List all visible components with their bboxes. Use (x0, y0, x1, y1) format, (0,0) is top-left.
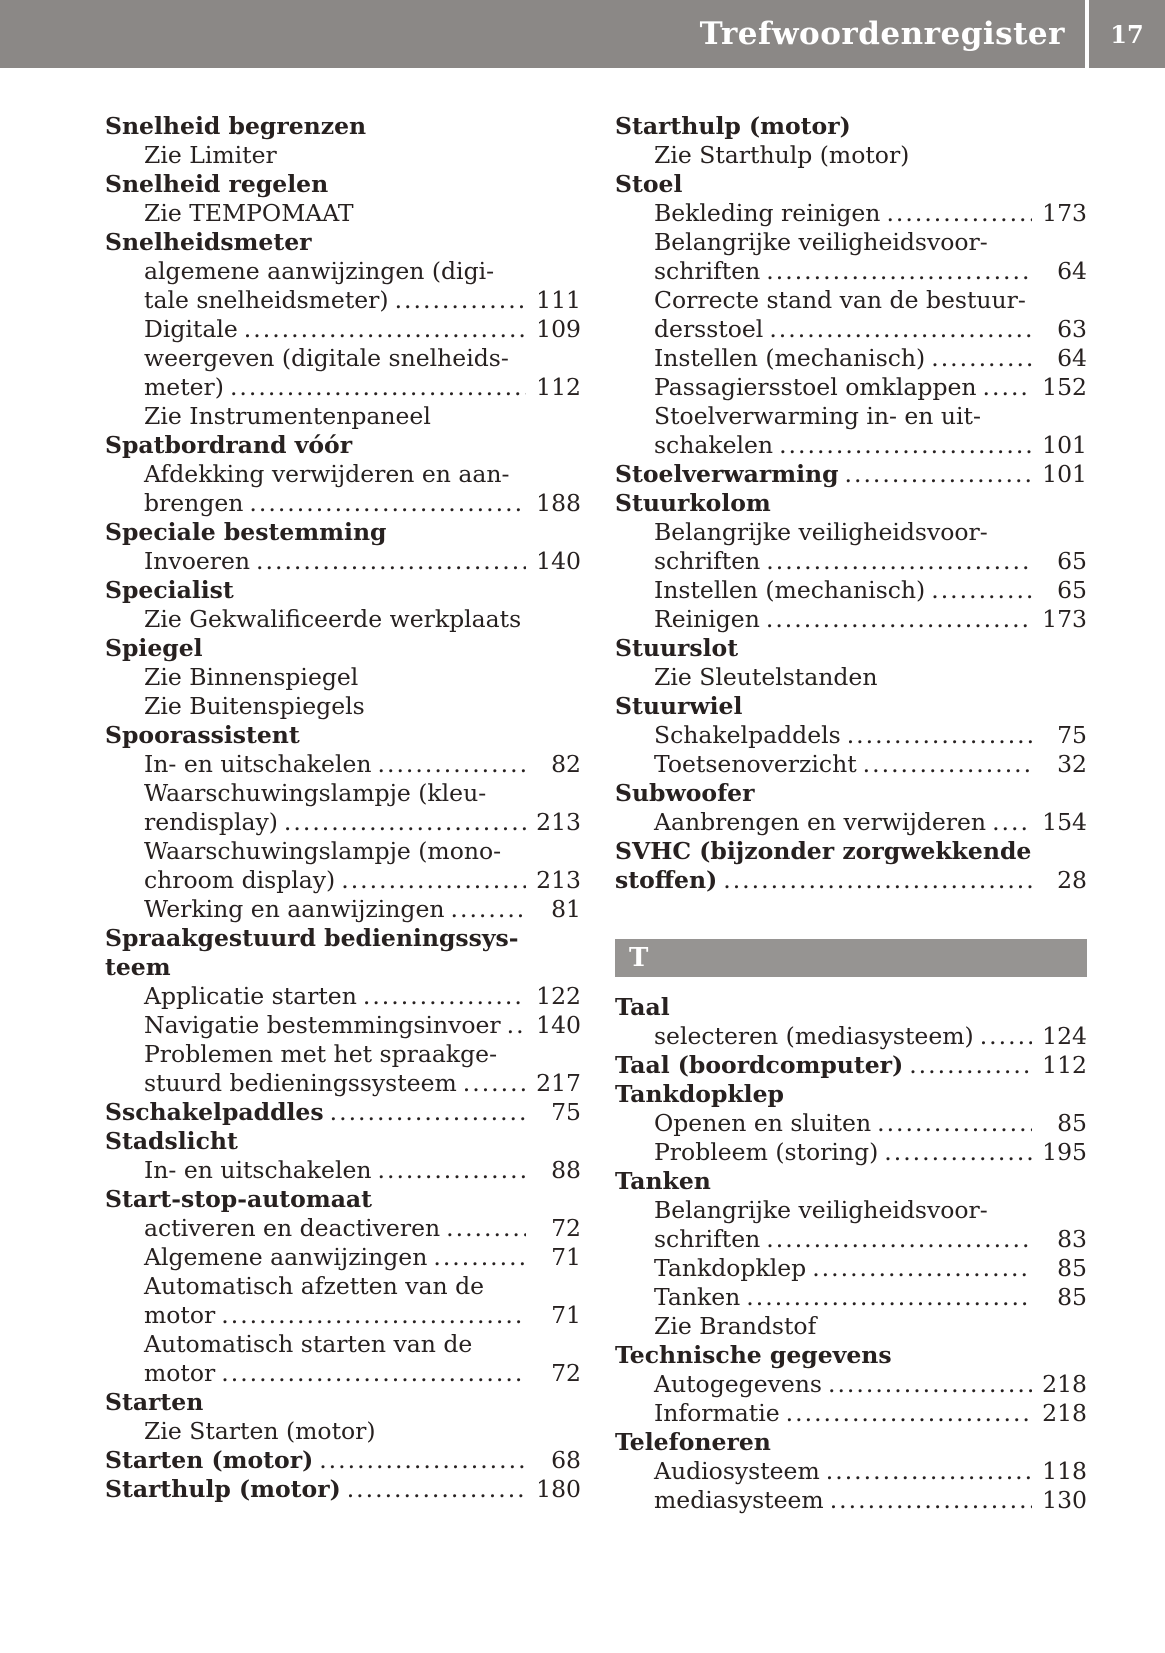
entry-page-number: 140 (536, 1011, 581, 1039)
index-entry-sub (105, 402, 581, 431)
entry-page-number: 75 (551, 1098, 581, 1126)
entry-text: Taal (boordcomputer) (615, 1051, 904, 1079)
index-entry-sub (105, 779, 581, 808)
dot-leader (319, 1446, 526, 1475)
index-entry-main (615, 489, 1087, 518)
entry-text: stoffen) (615, 866, 718, 894)
index-entry-sub (615, 721, 1087, 750)
index-entry-sub (615, 1370, 1087, 1399)
entry-text: Instellen (mechanisch) (654, 344, 926, 372)
entry-text: Correcte stand van de bestuur- (654, 286, 1026, 314)
index-entry-sub (615, 808, 1087, 837)
entry-text: In- en uitschakelen (144, 1156, 372, 1184)
letter-section-banner (615, 939, 1087, 977)
dot-leader (446, 1214, 526, 1243)
index-entry-main (615, 112, 1087, 141)
dot-leader (779, 431, 1032, 460)
index-entry-main (615, 1051, 1087, 1080)
entry-text: Snelheid begrenzen (105, 112, 367, 140)
entry-text: Zie Starten (motor) (144, 1417, 376, 1445)
index-entry-sub (615, 1457, 1087, 1486)
entry-page-number: 111 (536, 286, 581, 314)
entry-page-number: 173 (1042, 199, 1087, 227)
entry-text: Zie Instrumentenpaneel (144, 402, 431, 430)
entry-text: Autogegevens (654, 1370, 822, 1398)
entry-page-number: 140 (536, 547, 581, 575)
entry-page-number: 217 (536, 1069, 581, 1097)
entry-text: motor (144, 1301, 216, 1329)
entry-text: selecteren (mediasysteem) (654, 1022, 974, 1050)
index-entry-main (615, 1428, 1087, 1457)
index-entry-sub (105, 1243, 581, 1272)
entry-page-number: 85 (1057, 1109, 1087, 1137)
entry-text: Stuurslot (615, 634, 739, 662)
index-entry-sub (105, 837, 581, 866)
dot-leader (766, 1225, 1032, 1254)
entry-text: Stuurwiel (615, 692, 743, 720)
dot-leader (909, 1051, 1032, 1080)
dot-leader (256, 547, 526, 576)
entry-page-number: 28 (1057, 866, 1087, 894)
index-entry-sub (615, 1196, 1087, 1225)
entry-text: dersstoel (654, 315, 764, 343)
entry-text: Spraakgestuurd bedieningssys- (105, 924, 519, 952)
index-entry-main (615, 1080, 1087, 1109)
dot-leader (433, 1243, 526, 1272)
header-title: Trefwoordenregister (699, 16, 1065, 52)
index-entry-sub (105, 1330, 581, 1359)
entry-page-number: 85 (1057, 1283, 1087, 1311)
entry-page-number: 85 (1057, 1254, 1087, 1282)
entry-page-number: 124 (1042, 1022, 1087, 1050)
dot-leader (249, 489, 526, 518)
index-entry-sub (615, 228, 1087, 257)
dot-leader (395, 286, 526, 315)
entry-text: Zie Sleutelstanden (654, 663, 878, 691)
entry-page-number: 81 (551, 895, 581, 923)
index-entry-sub (615, 1399, 1087, 1428)
index-entry-main (105, 953, 581, 982)
entry-page-number: 173 (1042, 605, 1087, 633)
index-entry-sub (615, 1109, 1087, 1138)
entry-text: Zie Binnenspiegel (144, 663, 359, 691)
entry-text: schakelen (654, 431, 774, 459)
index-entry-main (105, 1446, 581, 1475)
dot-leader (363, 982, 526, 1011)
index-entry-main (105, 518, 581, 547)
entry-text: activeren en deactiveren (144, 1214, 441, 1242)
index-entry-main (105, 576, 581, 605)
dot-leader (451, 895, 527, 924)
entry-text: Speciale bestemming (105, 518, 387, 546)
entry-text: Zie Brandstof (654, 1312, 817, 1340)
index-entry-sub (615, 315, 1087, 344)
index-entry-sub (105, 895, 581, 924)
index-right-column (615, 112, 1087, 1515)
entry-text: mediasysteem (654, 1486, 824, 1514)
dot-leader (884, 1138, 1032, 1167)
entry-text: weergeven (digitale snelheids- (144, 344, 509, 372)
entry-text: Zie TEMPOMAAT (144, 199, 354, 227)
page-header (0, 0, 1165, 68)
index-entry-sub (615, 547, 1087, 576)
dot-leader (766, 605, 1032, 634)
entry-text: Navigatie bestemmingsinvoer (144, 1011, 501, 1039)
entry-text: Start-stop-automaat (105, 1185, 373, 1213)
index-entry-sub (615, 1283, 1087, 1312)
entry-text: Automatisch starten van de (144, 1330, 473, 1358)
entry-page-number: 218 (1042, 1399, 1087, 1427)
index-entry-sub (105, 692, 581, 721)
index-entry-sub (105, 489, 581, 518)
index-entry-sub (615, 1486, 1087, 1515)
entry-page-number: 112 (1042, 1051, 1087, 1079)
index-entry-sub (615, 286, 1087, 315)
index-entry-main (105, 1475, 581, 1504)
index-entry-sub (105, 1214, 581, 1243)
index-entry-sub (615, 344, 1087, 373)
dot-leader (845, 460, 1032, 489)
entry-page-number: 101 (1042, 460, 1087, 488)
entry-text: schriften (654, 1225, 761, 1253)
index-left-column (105, 112, 581, 1504)
index-entry-main (615, 1341, 1087, 1370)
entry-text: Audiosysteem (654, 1457, 820, 1485)
index-entry-sub (105, 808, 581, 837)
entry-text: Afdekking verwijderen en aan- (144, 460, 510, 488)
entry-text: Tanken (615, 1167, 711, 1195)
dot-leader (847, 721, 1032, 750)
dot-leader (769, 315, 1032, 344)
entry-text: Informatie (654, 1399, 780, 1427)
entry-text: Problemen met het spraakge- (144, 1040, 498, 1068)
entry-text: Specialist (105, 576, 234, 604)
index-entry-sub (615, 750, 1087, 779)
dot-leader (983, 373, 1032, 402)
index-entry-sub (615, 1138, 1087, 1167)
entry-text: chroom display) (144, 866, 336, 894)
entry-text: Applicatie starten (144, 982, 357, 1010)
index-entry-main (105, 634, 581, 663)
entry-page-number: 213 (536, 808, 581, 836)
index-entry-sub (615, 663, 1087, 692)
entry-page-number: 71 (551, 1301, 581, 1329)
index-entry-main (615, 170, 1087, 199)
dot-leader (877, 1109, 1032, 1138)
index-entry-sub (615, 431, 1087, 460)
index-entry-sub (615, 605, 1087, 634)
entry-text: Belangrijke veiligheidsvoor- (654, 518, 988, 546)
entry-text: Digitale (144, 315, 238, 343)
entry-page-number: 64 (1057, 257, 1087, 285)
index-entry-main (105, 721, 581, 750)
entry-page-number: 88 (551, 1156, 581, 1184)
entry-text: Passagiersstoel omklappen (654, 373, 977, 401)
index-entry-sub (105, 1359, 581, 1388)
index-entry-sub (615, 257, 1087, 286)
index-entry-sub (105, 1301, 581, 1330)
index-entry-main (105, 228, 581, 257)
entry-page-number: 68 (551, 1446, 581, 1474)
dot-leader (341, 866, 526, 895)
index-entry-sub (615, 1312, 1087, 1341)
index-entry-sub (105, 141, 581, 170)
index-entry-sub (105, 199, 581, 228)
entry-page-number: 130 (1042, 1486, 1087, 1514)
entry-text: teem (105, 953, 171, 981)
entry-text: meter) (144, 373, 224, 401)
index-entry-main (105, 112, 581, 141)
entry-text: SVHC (bijzonder zorgwekkende (615, 837, 1032, 865)
dot-leader (330, 1098, 526, 1127)
entry-text: Automatisch afzetten van de (144, 1272, 485, 1300)
entry-text: Snelheid regelen (105, 170, 329, 198)
entry-page-number: 154 (1042, 808, 1087, 836)
entry-text: Probleem (storing) (654, 1138, 879, 1166)
entry-page-number: 32 (1057, 750, 1087, 778)
index-entry-sub (105, 605, 581, 634)
entry-text: Starthulp (motor) (105, 1475, 341, 1503)
index-entry-sub (615, 402, 1087, 431)
entry-text: Stadslicht (105, 1127, 238, 1155)
entry-page-number: 101 (1042, 431, 1087, 459)
dot-leader (980, 1022, 1032, 1051)
index-entry-sub (105, 257, 581, 286)
entry-text: Spatbordrand vóór (105, 431, 353, 459)
dot-leader (221, 1359, 526, 1388)
index-entry-sub (105, 750, 581, 779)
entry-page-number: 122 (536, 982, 581, 1010)
dot-leader (244, 315, 526, 344)
index-entry-sub (105, 286, 581, 315)
dot-leader (746, 1283, 1032, 1312)
entry-text: algemene aanwijzingen (digi- (144, 257, 495, 285)
index-entry-sub (105, 344, 581, 373)
dot-leader (812, 1254, 1032, 1283)
entry-text: motor (144, 1359, 216, 1387)
dot-leader (931, 576, 1032, 605)
header-page-number: 17 (1110, 19, 1144, 49)
entry-page-number: 195 (1042, 1138, 1087, 1166)
dot-leader (826, 1457, 1032, 1486)
index-entry-sub (105, 866, 581, 895)
entry-text: Stoel (615, 170, 683, 198)
index-entry-sub (105, 1069, 581, 1098)
entry-page-number: 65 (1057, 547, 1087, 575)
index-entry-main (615, 634, 1087, 663)
entry-text: Toetsenoverzicht (654, 750, 857, 778)
index-entry-sub (615, 518, 1087, 547)
entry-text: Instellen (mechanisch) (654, 576, 926, 604)
dot-leader (347, 1475, 526, 1504)
index-entry-main (105, 1098, 581, 1127)
entry-text: Telefoneren (615, 1428, 771, 1456)
entry-text: Taal (615, 993, 670, 1021)
entry-page-number: 75 (1057, 721, 1087, 749)
entry-text: Starten (105, 1388, 204, 1416)
entry-text: Reinigen (654, 605, 760, 633)
index-entry-sub (105, 373, 581, 402)
index-entry-sub (105, 982, 581, 1011)
entry-text: Starthulp (motor) (615, 112, 851, 140)
index-entry-main (105, 1388, 581, 1417)
entry-page-number: 83 (1057, 1225, 1087, 1253)
entry-text: Subwoofer (615, 779, 755, 807)
dot-leader (828, 1370, 1032, 1399)
entry-text: Technische gegevens (615, 1341, 892, 1369)
index-entry-main (615, 866, 1087, 895)
entry-page-number: 64 (1057, 344, 1087, 372)
entry-page-number: 72 (551, 1214, 581, 1242)
dot-leader (378, 1156, 526, 1185)
entry-text: brengen (144, 489, 244, 517)
entry-text: Zie Gekwalificeerde werkplaats (144, 605, 522, 633)
entry-text: Tankdopklep (615, 1080, 784, 1108)
index-entry-main (615, 779, 1087, 808)
entry-text: Algemene aanwijzingen (144, 1243, 428, 1271)
entry-text: Stoelverwarming in- en uit- (654, 402, 981, 430)
index-entry-sub (105, 460, 581, 489)
index-entry-main (105, 170, 581, 199)
dot-leader (863, 750, 1032, 779)
dot-leader (766, 547, 1032, 576)
entry-text: tale snelheidsmeter) (144, 286, 389, 314)
index-entry-sub (615, 1254, 1087, 1283)
entry-text: rendisplay) (144, 808, 278, 836)
entry-text: Spoorassistent (105, 721, 300, 749)
index-entry-main (615, 460, 1087, 489)
entry-page-number: 188 (536, 489, 581, 517)
entry-text: schriften (654, 547, 761, 575)
entry-text: Belangrijke veiligheidsvoor- (654, 1196, 988, 1224)
entry-text: Tankdopklep (654, 1254, 807, 1282)
dot-leader (221, 1301, 526, 1330)
entry-page-number: 109 (536, 315, 581, 343)
index-entry-sub (615, 1022, 1087, 1051)
index-entry-sub (615, 1225, 1087, 1254)
dot-leader (378, 750, 526, 779)
index-entry-main (105, 1185, 581, 1214)
index-entry-sub (105, 547, 581, 576)
dot-leader (230, 373, 526, 402)
entry-page-number: 152 (1042, 373, 1087, 401)
entry-page-number: 82 (551, 750, 581, 778)
entry-text: Openen en sluiten (654, 1109, 872, 1137)
entry-text: Zie Starthulp (motor) (654, 141, 910, 169)
dot-leader (931, 344, 1032, 373)
entry-page-number: 71 (551, 1243, 581, 1271)
entry-text: Snelheidsmeter (105, 228, 312, 256)
entry-text: Aanbrengen en verwijderen (654, 808, 987, 836)
dot-leader (766, 257, 1032, 286)
entry-text: Belangrijke veiligheidsvoor- (654, 228, 988, 256)
index-entry-sub (105, 1417, 581, 1446)
entry-page-number: 63 (1057, 315, 1087, 343)
index-entry-main (105, 1127, 581, 1156)
entry-text: Waarschuwingslampje (kleu- (144, 779, 487, 807)
index-entry-sub (105, 663, 581, 692)
index-entry-sub (615, 199, 1087, 228)
index-entry-main (105, 924, 581, 953)
dot-leader (507, 1011, 526, 1040)
entry-text: Schakelpaddels (654, 721, 841, 749)
entry-text: Sschakelpaddles (105, 1098, 324, 1126)
index-entry-main (615, 1167, 1087, 1196)
index-entry-sub (105, 1011, 581, 1040)
entry-text: Stuurkolom (615, 489, 771, 517)
index-entry-sub (105, 315, 581, 344)
dot-leader (463, 1069, 526, 1098)
entry-text: schriften (654, 257, 761, 285)
dot-leader (992, 808, 1032, 837)
entry-page-number: 218 (1042, 1370, 1087, 1398)
entry-text: Zie Buitenspiegels (144, 692, 365, 720)
index-entry-sub (615, 373, 1087, 402)
entry-text: Waarschuwingslampje (mono- (144, 837, 502, 865)
entry-text: Invoeren (144, 547, 251, 575)
entry-text: In- en uitschakelen (144, 750, 372, 778)
entry-page-number: 112 (536, 373, 581, 401)
entry-text: Spiegel (105, 634, 203, 662)
entry-text: Bekleding reinigen (654, 199, 881, 227)
index-entry-sub (615, 141, 1087, 170)
entry-page-number: 65 (1057, 576, 1087, 604)
index-entry-sub (105, 1156, 581, 1185)
entry-text: Stoelverwarming (615, 460, 839, 488)
index-entry-sub (615, 576, 1087, 605)
index-entry-sub (105, 1040, 581, 1069)
entry-page-number: 180 (536, 1475, 581, 1503)
entry-text: stuurd bedieningssysteem (144, 1069, 457, 1097)
entry-text: Tanken (654, 1283, 741, 1311)
index-entry-main (615, 692, 1087, 721)
index-entry-sub (105, 1272, 581, 1301)
letter-section-label: T (629, 942, 649, 973)
dot-leader (830, 1486, 1032, 1515)
dot-leader (284, 808, 526, 837)
index-entry-main (105, 431, 581, 460)
entry-page-number: 118 (1042, 1457, 1087, 1485)
dot-leader (886, 199, 1032, 228)
index-entry-main (615, 993, 1087, 1022)
dot-leader (723, 866, 1032, 895)
entry-page-number: 72 (551, 1359, 581, 1387)
entry-page-number: 213 (536, 866, 581, 894)
entry-text: Werking en aanwijzingen (144, 895, 445, 923)
entry-text: Zie Limiter (144, 141, 277, 169)
entry-text: Starten (motor) (105, 1446, 314, 1474)
dot-leader (786, 1399, 1032, 1428)
index-entry-main (615, 837, 1087, 866)
